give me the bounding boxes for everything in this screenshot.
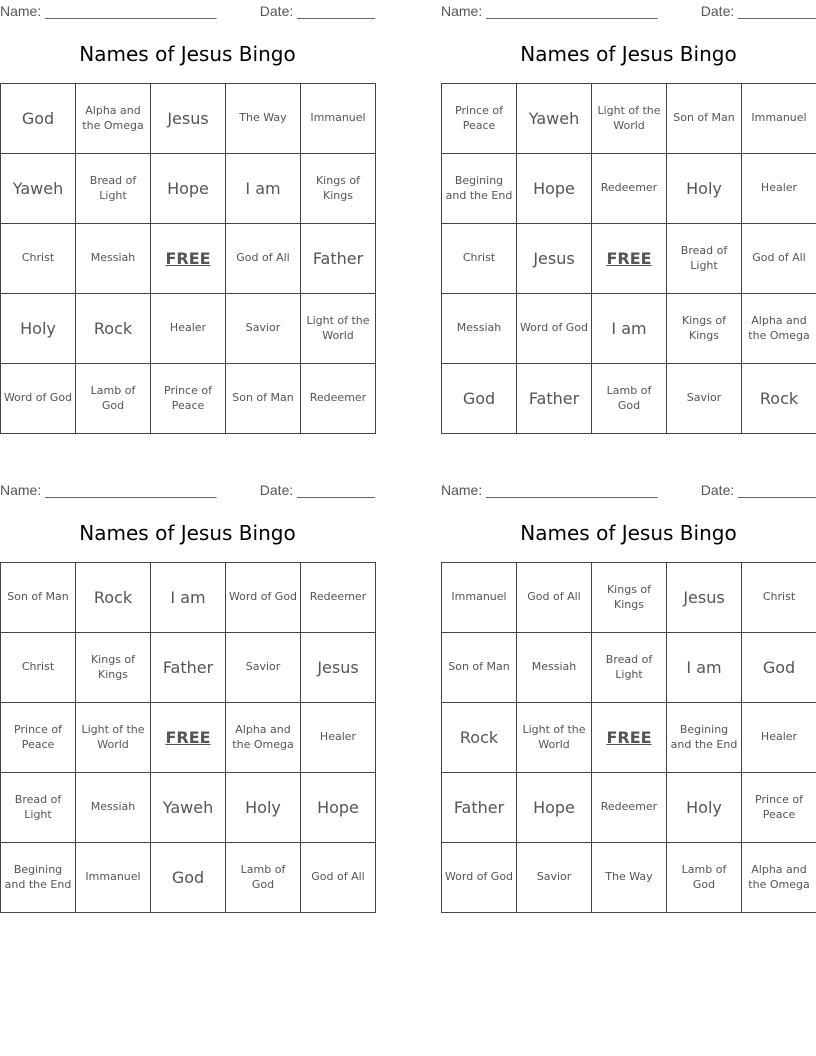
name-field[interactable]: Name: ______________________ xyxy=(441,482,658,498)
bingo-cell: Christ xyxy=(1,633,76,703)
bingo-cell: Redeemer xyxy=(592,154,667,224)
bingo-cell: Son of Man xyxy=(226,364,301,434)
grid-row xyxy=(442,703,816,773)
bingo-cell: Begining and the End xyxy=(667,703,742,773)
date-field[interactable]: Date: __________ xyxy=(259,3,375,19)
bingo-cell: Messiah xyxy=(517,633,592,703)
bingo-card-1 xyxy=(0,0,375,434)
date-field[interactable]: Date: __________ xyxy=(700,3,816,19)
bingo-cell: Redeemer xyxy=(592,773,667,843)
grid-row xyxy=(442,364,816,434)
grid-row xyxy=(442,563,816,633)
bingo-cell: Lamb of God xyxy=(226,843,301,913)
bingo-cell: God xyxy=(442,364,517,434)
bingo-cell: The Way xyxy=(592,843,667,913)
bingo-cell: Jesus xyxy=(301,633,376,703)
bingo-grid xyxy=(441,562,816,913)
grid-row xyxy=(1,843,376,913)
bingo-cell: Redeemer xyxy=(301,563,376,633)
bingo-cell: Son of Man xyxy=(442,633,517,703)
bingo-cell: Bread of Light xyxy=(667,224,742,294)
free-space-cell: FREE xyxy=(151,224,226,294)
bingo-cell: Hope xyxy=(301,773,376,843)
bingo-cell: Begining and the End xyxy=(1,843,76,913)
bingo-cell: Lamb of God xyxy=(76,364,151,434)
bingo-cell: Rock xyxy=(442,703,517,773)
bingo-cell: God of All xyxy=(301,843,376,913)
bingo-cell: Father xyxy=(442,773,517,843)
grid-row xyxy=(1,563,376,633)
grid-row xyxy=(1,154,376,224)
bingo-cell: Kings of Kings xyxy=(76,633,151,703)
bingo-cell: Alpha and the Omega xyxy=(76,84,151,154)
bingo-cell: Light of the World xyxy=(301,294,376,364)
bingo-cell: Alpha and the Omega xyxy=(226,703,301,773)
grid-row xyxy=(1,633,376,703)
bingo-cell: Messiah xyxy=(442,294,517,364)
bingo-cell: Savior xyxy=(226,294,301,364)
grid-row xyxy=(442,154,816,224)
bingo-cell: Bread of Light xyxy=(592,633,667,703)
grid-row xyxy=(1,84,376,154)
bingo-cell: Bread of Light xyxy=(76,154,151,224)
name-field[interactable]: Name: ______________________ xyxy=(441,3,658,19)
bingo-cell: Kings of Kings xyxy=(667,294,742,364)
bingo-grid xyxy=(441,83,816,434)
bingo-cell: Alpha and the Omega xyxy=(742,294,816,364)
bingo-cell: Hope xyxy=(151,154,226,224)
bingo-cell: Immanuel xyxy=(742,84,816,154)
bingo-cell: Immanuel xyxy=(442,563,517,633)
bingo-grid xyxy=(0,83,376,434)
grid-row xyxy=(442,224,816,294)
bingo-cell: Word of God xyxy=(517,294,592,364)
bingo-cell: Holy xyxy=(667,154,742,224)
bingo-cell: Word of God xyxy=(226,563,301,633)
bingo-cell: Savior xyxy=(517,843,592,913)
card-title: Names of Jesus Bingo xyxy=(520,521,737,545)
grid-row xyxy=(1,773,376,843)
free-space-cell: FREE xyxy=(592,224,667,294)
bingo-cell: Prince of Peace xyxy=(1,703,76,773)
bingo-cell: Son of Man xyxy=(1,563,76,633)
bingo-cell: Immanuel xyxy=(76,843,151,913)
grid-row xyxy=(1,294,376,364)
bingo-cell: God of All xyxy=(226,224,301,294)
bingo-cell: Messiah xyxy=(76,773,151,843)
bingo-cell: Christ xyxy=(1,224,76,294)
bingo-cell: Prince of Peace xyxy=(151,364,226,434)
bingo-cell: Jesus xyxy=(667,563,742,633)
bingo-cell: God xyxy=(742,633,816,703)
name-field[interactable]: Name: ______________________ xyxy=(0,3,217,19)
bingo-cell: Word of God xyxy=(1,364,76,434)
bingo-cell: Bread of Light xyxy=(1,773,76,843)
grid-row xyxy=(442,843,816,913)
bingo-cell: Father xyxy=(301,224,376,294)
bingo-cell: I am xyxy=(667,633,742,703)
bingo-cell: Jesus xyxy=(517,224,592,294)
bingo-cell: Begining and the End xyxy=(442,154,517,224)
bingo-grid xyxy=(0,562,376,913)
bingo-cell: Kings of Kings xyxy=(301,154,376,224)
bingo-cell: Rock xyxy=(76,563,151,633)
card-title: Names of Jesus Bingo xyxy=(79,521,296,545)
bingo-cell: Christ xyxy=(442,224,517,294)
bingo-card-2 xyxy=(441,0,816,434)
bingo-cell: Healer xyxy=(742,703,816,773)
bingo-cell: Lamb of God xyxy=(667,843,742,913)
bingo-cell: The Way xyxy=(226,84,301,154)
bingo-cell: Healer xyxy=(301,703,376,773)
bingo-cell: Holy xyxy=(1,294,76,364)
bingo-cell: God of All xyxy=(517,563,592,633)
bingo-cell: Yaweh xyxy=(517,84,592,154)
bingo-cell: Light of the World xyxy=(76,703,151,773)
grid-row xyxy=(442,633,816,703)
bingo-cell: I am xyxy=(226,154,301,224)
bingo-cell: Prince of Peace xyxy=(742,773,816,843)
card-title: Names of Jesus Bingo xyxy=(79,42,296,66)
card-header xyxy=(0,3,375,21)
bingo-cell: Kings of Kings xyxy=(592,563,667,633)
grid-row xyxy=(1,224,376,294)
grid-row xyxy=(1,703,376,773)
grid-row xyxy=(1,364,376,434)
card-header xyxy=(0,482,375,500)
bingo-cell: Son of Man xyxy=(667,84,742,154)
bingo-card-4 xyxy=(441,479,816,913)
bingo-cell: God of All xyxy=(742,224,816,294)
bingo-cell: Healer xyxy=(742,154,816,224)
bingo-cell: God xyxy=(151,843,226,913)
bingo-cell: Savior xyxy=(667,364,742,434)
bingo-cell: Prince of Peace xyxy=(442,84,517,154)
date-field[interactable]: Date: __________ xyxy=(259,482,375,498)
bingo-cell: Messiah xyxy=(76,224,151,294)
date-field[interactable]: Date: __________ xyxy=(700,482,816,498)
bingo-cell: Word of God xyxy=(442,843,517,913)
bingo-cell: Lamb of God xyxy=(592,364,667,434)
bingo-cell: Christ xyxy=(742,563,816,633)
bingo-cell: I am xyxy=(592,294,667,364)
name-field[interactable]: Name: ______________________ xyxy=(0,482,217,498)
bingo-cell: Father xyxy=(151,633,226,703)
bingo-cell: Jesus xyxy=(151,84,226,154)
grid-row xyxy=(442,294,816,364)
bingo-cell: Yaweh xyxy=(1,154,76,224)
bingo-cell: Redeemer xyxy=(301,364,376,434)
bingo-cell: Hope xyxy=(517,154,592,224)
bingo-card-3 xyxy=(0,479,375,913)
grid-row xyxy=(442,84,816,154)
bingo-cell: God xyxy=(1,84,76,154)
bingo-cell: Alpha and the Omega xyxy=(742,843,816,913)
free-space-cell: FREE xyxy=(592,703,667,773)
bingo-cell: Holy xyxy=(667,773,742,843)
bingo-cell: Father xyxy=(517,364,592,434)
bingo-cell: Savior xyxy=(226,633,301,703)
bingo-cell: Yaweh xyxy=(151,773,226,843)
card-header xyxy=(441,3,816,21)
free-space-cell: FREE xyxy=(151,703,226,773)
bingo-cell: Light of the World xyxy=(592,84,667,154)
bingo-cell: Light of the World xyxy=(517,703,592,773)
bingo-cell: Hope xyxy=(517,773,592,843)
bingo-cell: Rock xyxy=(76,294,151,364)
bingo-cell: I am xyxy=(151,563,226,633)
bingo-cell: Immanuel xyxy=(301,84,376,154)
bingo-cell: Holy xyxy=(226,773,301,843)
card-header xyxy=(441,482,816,500)
bingo-cell: Rock xyxy=(742,364,816,434)
bingo-cell: Healer xyxy=(151,294,226,364)
grid-row xyxy=(442,773,816,843)
card-title: Names of Jesus Bingo xyxy=(520,42,737,66)
